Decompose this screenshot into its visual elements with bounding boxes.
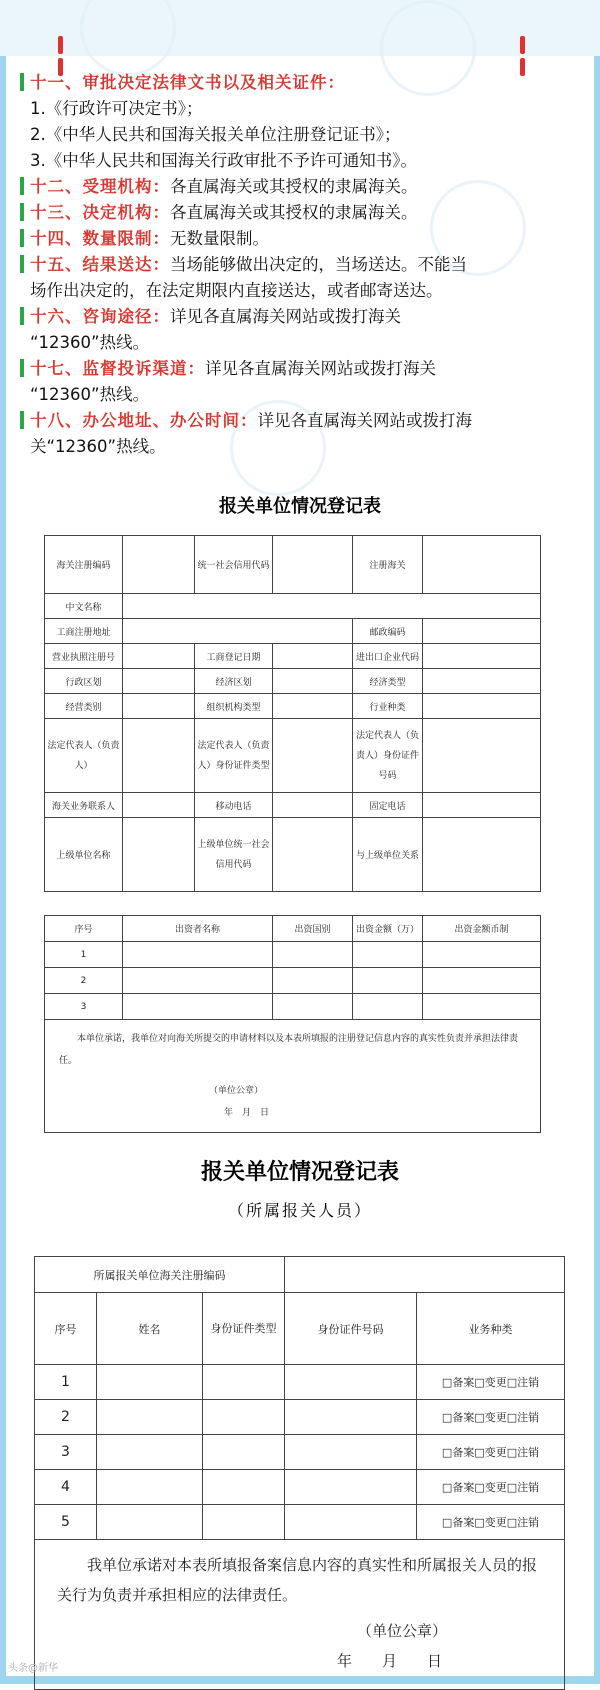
field-label: 邮政编码 xyxy=(353,619,423,644)
table-header: 出资金额币制 xyxy=(423,916,541,942)
pledge-text: 本单位承诺，我单位对向海关所提交的申请材料以及本表所填报的注册登记信息内容的真实性负责并承担法律责任。 xyxy=(59,1034,519,1066)
doc-line xyxy=(20,330,585,356)
field-label: 工商登记日期 xyxy=(195,644,273,669)
field-value[interactable] xyxy=(123,793,195,818)
field-value[interactable] xyxy=(123,669,195,694)
green-bar-icon xyxy=(20,73,24,91)
green-bar-icon xyxy=(20,177,24,195)
section-text: 3.《中华人民共和国海关行政审批不予许可通知书》。 xyxy=(30,151,417,170)
table-header: 出资者名称 xyxy=(123,916,273,942)
business-type-checkboxes[interactable]: □备案□变更□注销 xyxy=(417,1365,565,1400)
field-label: 行业种类 xyxy=(353,694,423,719)
table-cell[interactable] xyxy=(273,942,353,968)
section-text: 详见各直属海关网站或拨打海 xyxy=(257,411,472,430)
pledge-cell xyxy=(45,1020,541,1133)
green-bar-icon xyxy=(20,229,24,247)
field-value[interactable] xyxy=(123,619,353,644)
section-text: 各直属海关或其授权的隶属海关。 xyxy=(170,177,418,196)
field-label: 进出口企业代码 xyxy=(353,644,423,669)
table-cell[interactable] xyxy=(97,1505,203,1540)
row-number: 3 xyxy=(35,1435,97,1470)
table-cell[interactable] xyxy=(423,942,541,968)
investor-table xyxy=(44,915,541,1133)
table-header: 序号 xyxy=(45,916,123,942)
table-header: 身份证件号码 xyxy=(285,1293,417,1365)
doc-line xyxy=(20,96,585,122)
doc-line xyxy=(20,148,585,174)
section-text: 无数量限制。 xyxy=(170,229,269,248)
field-label: 组织机构类型 xyxy=(195,694,273,719)
green-bar-icon xyxy=(20,255,24,273)
table-cell[interactable] xyxy=(285,1435,417,1470)
field-value[interactable] xyxy=(273,694,353,719)
table-header: 出资国别 xyxy=(273,916,353,942)
row-number: 3 xyxy=(45,994,123,1020)
table-cell[interactable] xyxy=(353,994,423,1020)
section-heading: 十七、监督投诉渠道： xyxy=(30,359,205,378)
section-text: 关“12360”热线。 xyxy=(30,437,166,456)
section-heading: 十三、决定机构： xyxy=(30,203,170,222)
field-label: 经济类型 xyxy=(353,669,423,694)
field-value[interactable] xyxy=(123,644,195,669)
field-label: 行政区划 xyxy=(45,669,123,694)
document-body xyxy=(20,70,585,460)
section-text: 场作出决定的，在法定期限内直接送达，或者邮寄送达。 xyxy=(30,281,443,300)
table-cell[interactable] xyxy=(203,1365,285,1400)
table-cell[interactable] xyxy=(285,1470,417,1505)
doc-line xyxy=(20,304,585,330)
doc-line xyxy=(20,356,585,382)
table-cell[interactable] xyxy=(123,994,273,1020)
field-value[interactable] xyxy=(423,669,541,694)
green-bar-icon xyxy=(20,411,24,429)
field-value[interactable] xyxy=(285,1257,565,1293)
table-cell[interactable] xyxy=(97,1400,203,1435)
section-text: 详见各直属海关网站或拨打海关 xyxy=(170,307,401,326)
row-number: 2 xyxy=(35,1400,97,1435)
field-label: 海关业务联系人 xyxy=(45,793,123,818)
field-value[interactable] xyxy=(423,793,541,818)
seal-text: （单位公章） xyxy=(357,1622,448,1640)
field-label: 上级单位名称 xyxy=(45,818,123,892)
table-header: 业务种类 xyxy=(417,1293,565,1365)
form1-table xyxy=(44,535,541,892)
form2-subtitle: （所属报关人员） xyxy=(227,1201,372,1220)
section-heading: 十八、办公地址、办公时间： xyxy=(30,411,258,430)
field-value[interactable] xyxy=(423,694,541,719)
left-quote-icon xyxy=(58,36,72,54)
table-cell[interactable] xyxy=(97,1365,203,1400)
footer-watermark: 头条@新华 xyxy=(8,1663,58,1674)
field-label: 上级单位统一社会信用代码 xyxy=(195,818,273,892)
field-label: 海关注册编码 xyxy=(45,536,123,594)
form2-table xyxy=(34,1256,565,1690)
pledge-text: 我单位承诺对本表所填报备案信息内容的真实性和所属报关人员的报关行为负责并承担相应的法律责任。 xyxy=(57,1556,538,1604)
table-cell[interactable] xyxy=(97,1470,203,1505)
doc-line xyxy=(20,382,585,408)
table-cell[interactable] xyxy=(285,1365,417,1400)
business-type-checkboxes[interactable]: □备案□变更□注销 xyxy=(417,1435,565,1470)
table-cell[interactable] xyxy=(123,942,273,968)
section-heading: 十四、数量限制： xyxy=(30,229,170,248)
field-value[interactable] xyxy=(123,694,195,719)
field-value[interactable] xyxy=(123,719,195,793)
green-bar-icon xyxy=(20,203,24,221)
table-cell[interactable] xyxy=(97,1435,203,1470)
field-label: 所属报关单位海关注册编码 xyxy=(35,1257,285,1293)
section-heading: 十五、结果送达： xyxy=(30,255,170,274)
field-value[interactable] xyxy=(423,644,541,669)
field-value[interactable] xyxy=(273,536,353,594)
field-value[interactable] xyxy=(423,719,541,793)
table-cell[interactable] xyxy=(353,942,423,968)
field-label: 经营类别 xyxy=(45,694,123,719)
table-cell[interactable] xyxy=(203,1400,285,1435)
field-value[interactable] xyxy=(423,818,541,892)
row-number: 2 xyxy=(45,968,123,994)
field-label: 统一社会信用代码 xyxy=(195,536,273,594)
table-cell[interactable] xyxy=(273,968,353,994)
table-header: 序号 xyxy=(35,1293,97,1365)
doc-line xyxy=(20,122,585,148)
right-quote-icon xyxy=(520,36,534,54)
form1-title: 报关单位情况登记表 xyxy=(219,496,381,517)
table-cell[interactable] xyxy=(423,994,541,1020)
section-text: 详见各直属海关网站或拨打海关 xyxy=(205,359,436,378)
section-text: “12360”热线。 xyxy=(30,333,150,352)
pledge-cell xyxy=(35,1540,565,1690)
section-text: 当场能够做出决定的，当场送达。不能当 xyxy=(170,255,467,274)
table-cell[interactable] xyxy=(203,1505,285,1540)
row-number: 1 xyxy=(45,942,123,968)
table-cell[interactable] xyxy=(423,968,541,994)
business-type-checkboxes[interactable]: □备案□变更□注销 xyxy=(417,1505,565,1540)
table-cell[interactable] xyxy=(285,1505,417,1540)
field-value[interactable] xyxy=(423,536,541,594)
field-label: 营业执照注册号 xyxy=(45,644,123,669)
field-value[interactable] xyxy=(273,818,353,892)
doc-line xyxy=(20,408,585,434)
field-label: 工商注册地址 xyxy=(45,619,123,644)
field-label: 固定电话 xyxy=(353,793,423,818)
row-number: 4 xyxy=(35,1470,97,1505)
section-heading: 十六、咨询途径： xyxy=(30,307,170,326)
field-value[interactable] xyxy=(423,619,541,644)
doc-line xyxy=(20,200,585,226)
field-label: 注册海关 xyxy=(353,536,423,594)
doc-line xyxy=(20,70,585,96)
table-header: 出资金额（万） xyxy=(353,916,423,942)
field-value[interactable] xyxy=(123,536,195,594)
field-label: 法定代表人（负责人）身份证件类型 xyxy=(195,719,273,793)
field-label: 法定代表人（负责人） xyxy=(45,719,123,793)
table-cell[interactable] xyxy=(123,968,273,994)
green-bar-icon xyxy=(20,359,24,377)
doc-line xyxy=(20,252,585,278)
field-label: 与上级单位关系 xyxy=(353,818,423,892)
seal-text: （单位公章） xyxy=(209,1086,264,1096)
field-label: 经济区划 xyxy=(195,669,273,694)
field-label: 移动电话 xyxy=(195,793,273,818)
business-type-checkboxes[interactable]: □备案□变更□注销 xyxy=(417,1400,565,1435)
section-heading: 十二、受理机构： xyxy=(30,177,170,196)
field-value[interactable] xyxy=(273,719,353,793)
table-cell[interactable] xyxy=(285,1400,417,1435)
section-text: 各直属海关或其授权的隶属海关。 xyxy=(170,203,418,222)
doc-line xyxy=(20,226,585,252)
business-type-checkboxes[interactable]: □备案□变更□注销 xyxy=(417,1470,565,1505)
section-text: “12360”热线。 xyxy=(30,385,150,404)
green-bar-icon xyxy=(20,307,24,325)
field-value[interactable] xyxy=(273,669,353,694)
field-label: 法定代表人（负责人）身份证件号码 xyxy=(353,719,423,793)
table-header: 身份证件类型 xyxy=(203,1293,285,1365)
table-cell[interactable] xyxy=(353,968,423,994)
field-label: 中文名称 xyxy=(45,594,123,619)
table-cell[interactable] xyxy=(203,1470,285,1505)
doc-line xyxy=(20,174,585,200)
field-value[interactable] xyxy=(123,594,541,619)
form2-title: 报关单位情况登记表 xyxy=(200,1159,399,1185)
section-text: 2.《中华人民共和国海关报关单位注册登记证书》； xyxy=(30,125,401,144)
table-header: 姓名 xyxy=(97,1293,203,1365)
section-text: 1.《行政许可决定书》； xyxy=(30,99,203,118)
field-value[interactable] xyxy=(273,644,353,669)
row-number: 5 xyxy=(35,1505,97,1540)
table-cell[interactable] xyxy=(203,1435,285,1470)
section-heading: 十一、审批决定法律文书以及相关证件： xyxy=(30,73,345,92)
doc-line xyxy=(20,278,585,304)
date-text: 年 月 日 xyxy=(337,1652,443,1670)
table-cell[interactable] xyxy=(273,994,353,1020)
date-text: 年 月 日 xyxy=(224,1108,270,1118)
field-value[interactable] xyxy=(123,818,195,892)
field-value[interactable] xyxy=(273,793,353,818)
row-number: 1 xyxy=(35,1365,97,1400)
doc-line xyxy=(20,434,585,460)
